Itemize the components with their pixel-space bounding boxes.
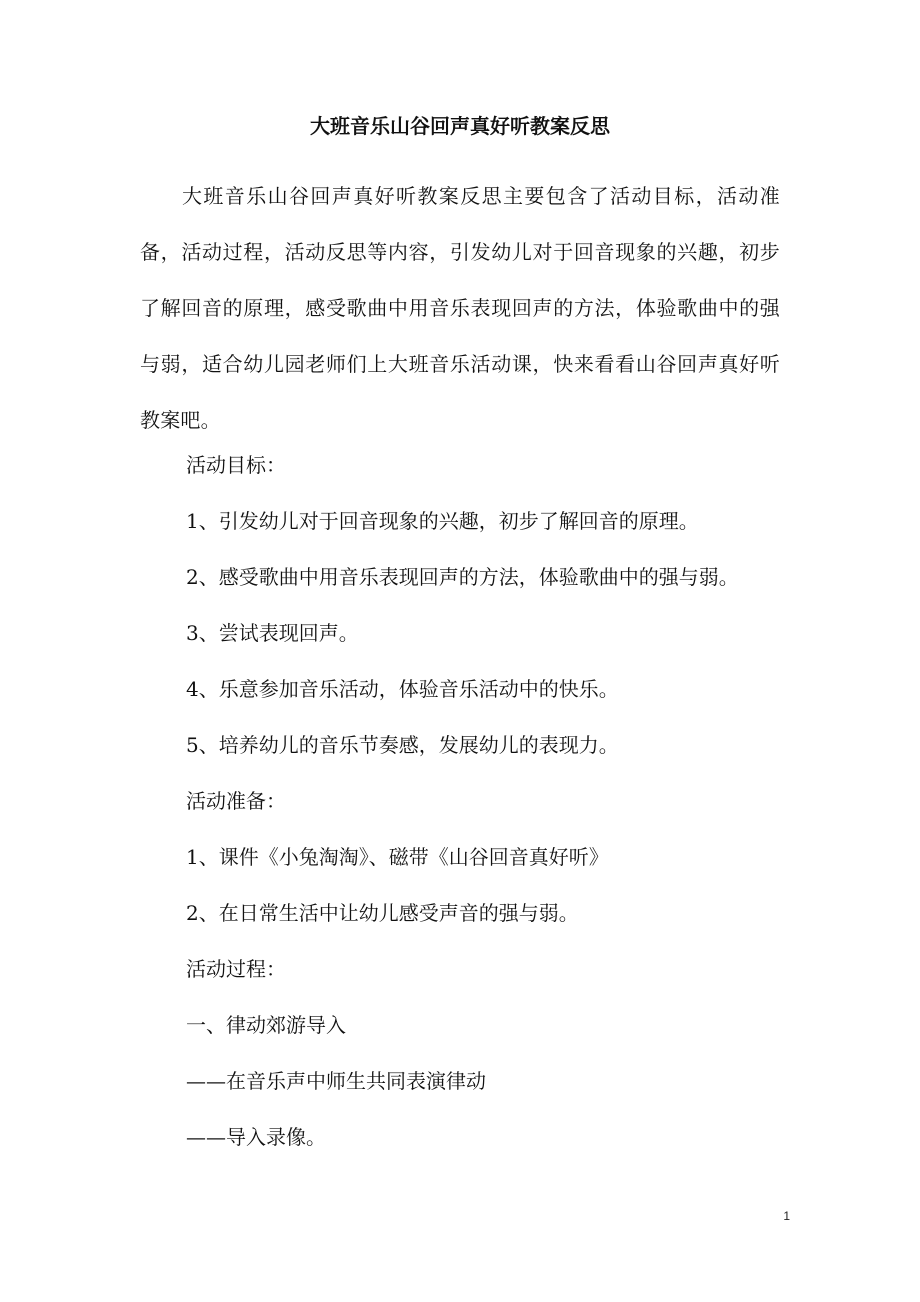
section-heading-preparation: 活动准备： (186, 789, 286, 813)
process-substep: ——在音乐声中师生共同表演律动 (186, 1069, 486, 1093)
preparation-item: 1、课件《小兔淘淘》、磁带《山谷回音真好听》 (186, 845, 609, 869)
section-heading-goals: 活动目标： (186, 453, 286, 477)
page-number: 1 (783, 1209, 790, 1223)
intro-paragraph: 大班音乐山谷回声真好听教案反思主要包含了活动目标，活动准备，活动过程，活动反思等内容，引发幼儿对于回音现象的兴趣，初步了解回音的原理，感受歌曲中用音乐表现回声的方法，体验歌曲中的强与弱，适合幼儿园老师们上大班音乐活动课，快来看看山谷回声真好听教案吧。 (140, 184, 780, 432)
goal-item: 1、引发幼儿对于回音现象的兴趣，初步了解回音的原理。 (186, 509, 699, 533)
preparation-item: 2、在日常生活中让幼儿感受声音的强与弱。 (186, 901, 579, 925)
goal-item: 2、感受歌曲中用音乐表现回声的方法，体验歌曲中的强与弱。 (186, 565, 739, 589)
goal-item: 5、培养幼儿的音乐节奏感，发展幼儿的表现力。 (186, 733, 619, 757)
process-step: 一、律动郊游导入 (186, 1013, 346, 1037)
section-heading-process: 活动过程： (186, 957, 286, 981)
document-title: 大班音乐山谷回声真好听教案反思 (310, 114, 610, 138)
goal-item: 4、乐意参加音乐活动，体验音乐活动中的快乐。 (186, 677, 619, 701)
process-substep: ——导入录像。 (186, 1125, 326, 1149)
goal-item: 3、尝试表现回声。 (186, 621, 359, 645)
